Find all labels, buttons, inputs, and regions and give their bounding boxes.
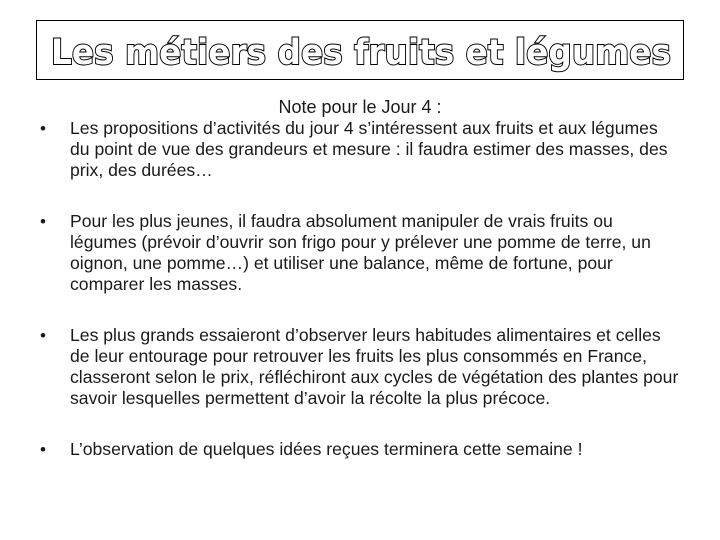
bullet-item [0,118,720,181]
bullet-marker: • [40,326,46,345]
bullet-marker: • [40,212,46,231]
note-heading: Note pour le Jour 4 : [278,97,442,117]
title-box [36,20,684,80]
bullet-text: Les plus grands essaieront d’observer leurs habitudes alimentaires et celles de leur entourage pour retrouver les fruits les plus consommés en France, classeront selon le prix, réfléchiront aux cycles de végétation des plantes pour savoir lesquelles permettent d’avoir la récolte la plus précoce. [70,325,679,408]
bullet-marker: • [40,440,46,459]
bullet-text: Les propositions d’activités du jour 4 s’intéressent aux fruits et aux légumes du point de vue des grandeurs et mesure : il faudra estimer des masses, des prix, des durées… [70,118,668,180]
bullet-text: L’observation de quelques idées reçues terminera cette semaine ! [70,439,583,459]
bullet-list [0,118,720,460]
bullet-item [0,211,720,295]
title-banner [37,21,685,81]
bullet-item [0,439,720,460]
page-title: Les métiers des fruits et légumes [51,33,671,73]
bullet-item [0,325,720,409]
bullet-marker: • [40,119,46,138]
bullet-text: Pour les plus jeunes, il faudra absolument manipuler de vrais fruits ou légumes (prévoir d’ouvrir son frigo pour y prélever une pomme de terre, un oignon, une pomme…) et utiliser une balance, même de fortune, pour comparer les masses. [70,211,651,294]
